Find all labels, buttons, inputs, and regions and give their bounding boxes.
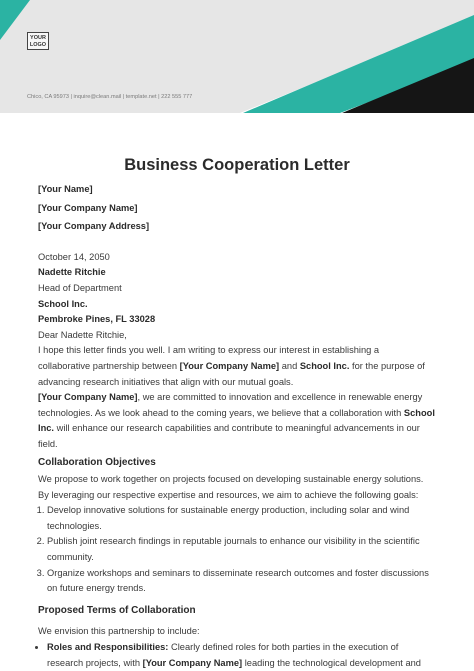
logo-text-line1: YOUR [30, 35, 46, 41]
intro-line1: I hope this letter finds you well. I am writing to express our interest in establishing a [38, 345, 380, 356]
list-item-line1: Develop innovative solutions for sustainable energy production, including solar and wind [47, 505, 410, 516]
recipient-company: School Inc. [38, 298, 88, 309]
objectives-heading: Collaboration Objectives [38, 456, 156, 468]
list-item [47, 503, 438, 534]
objectives-list [38, 503, 438, 597]
objectives-paragraph [38, 472, 438, 503]
sender-name: [Your Name] [38, 184, 93, 194]
letter-date: October 14, 2050 [38, 251, 110, 262]
roles-label: Roles and Responsibilities: [47, 642, 169, 653]
list-item-line1: Publish joint research findings in reputable journals to enhance our visibility in the scientific [47, 536, 420, 547]
letterhead [0, 0, 474, 113]
list-item-line2: technologies. [47, 520, 102, 531]
letter-body [38, 182, 438, 671]
intro-line2e: for the purpose of [349, 360, 425, 371]
recipient-title: Head of Department [38, 282, 122, 293]
list-item-line2: on future energy trends. [47, 583, 146, 594]
logo-placeholder [27, 32, 49, 50]
intro-partner: School Inc. [299, 360, 350, 371]
intro-paragraph [38, 343, 438, 390]
roles-text: Clearly defined roles for both parties in the execution of [168, 642, 399, 653]
list-item-line1: Organize workshops and seminars to disseminate research outcomes and foster discussions [47, 567, 429, 578]
terms-list [38, 640, 438, 671]
roles-line2a: research projects, with [47, 657, 143, 668]
intro-line2a: collaborative partnership between [38, 360, 180, 371]
intro-line3: advancing research initiatives that align with our mutual goals. [38, 376, 294, 387]
sender-company: [Your Company Name] [38, 202, 138, 213]
commitment-paragraph [38, 390, 438, 452]
commit-line2: technologies. As we look ahead to the coming years, we believe that a collaboration with [38, 407, 404, 418]
salutation: Dear Nadette Ritchie, [38, 329, 127, 340]
contact-info: Chico, CA 95973 | inquire@clean.mail | template.net | 222 555 777 [27, 94, 193, 100]
commit-partner-a: School [403, 407, 435, 418]
objectives-line1: We propose to work together on projects focused on developing sustainable energy solutions. [38, 474, 424, 485]
commit-line4: field. [38, 438, 58, 449]
list-item-line2: community. [47, 552, 94, 563]
commit-company: [Your Company Name] [38, 392, 138, 403]
commit-line1: , we are committed to innovation and excellence in renewable energy [137, 392, 423, 403]
recipient-name: Nadette Ritchie [38, 267, 106, 278]
terms-intro: We envision this partnership to include: [38, 626, 200, 637]
list-item [47, 566, 438, 597]
list-item [47, 534, 438, 565]
list-item [47, 640, 438, 671]
terms-heading: Proposed Terms of Collaboration [38, 604, 196, 616]
commit-line3: will enhance our research capabilities and contribute to meaningful advancements in our [54, 423, 420, 434]
intro-line2c: and [279, 360, 300, 371]
roles-line2c: leading the technological development and [242, 657, 421, 668]
recipient-city: Pembroke Pines, FL 33028 [38, 314, 156, 325]
sender-address: [Your Company Address] [38, 221, 150, 232]
logo-text-line2: LOGO [29, 41, 47, 48]
commit-partner-b: Inc. [38, 423, 55, 434]
objectives-line2: By leveraging our respective expertise and resources, we aim to achieve the following goals: [38, 489, 419, 500]
page-title: Business Cooperation Letter [124, 156, 350, 174]
roles-company: [Your Company Name] [142, 657, 243, 668]
intro-company: [Your Company Name] [179, 360, 280, 371]
